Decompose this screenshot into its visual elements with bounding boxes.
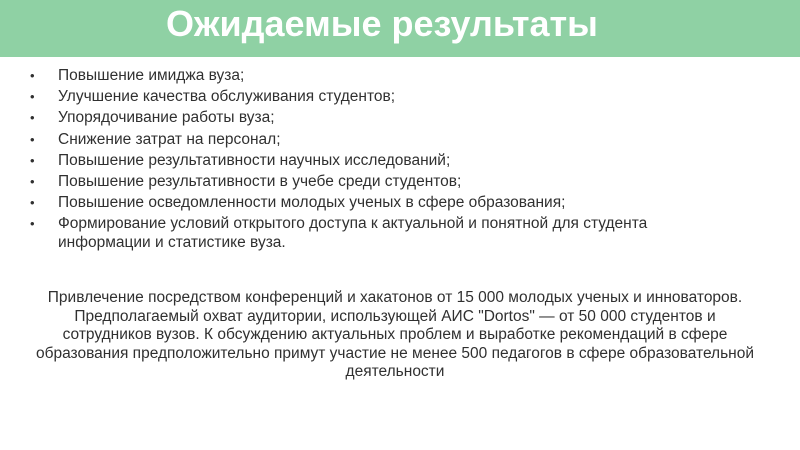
- summary-paragraph: Привлечение посредством конференций и хакатонов от 15 000 молодых ученых и инноваторов. Предполагаемый охват аудитории, использующей АИС "Dortos" — от 50 000 студентов и сотрудников вузов. К обсуждению актуальных проблем и выработке рекомендаций в сфере образования предположительно примут участие не менее 500 педагогов в сфере образовательной деятельности: [35, 289, 755, 380]
- bullet-icon: •: [30, 110, 35, 126]
- list-item: [28, 214, 728, 252]
- list-item-text: Формирование условий открытого доступа к актуальной и понятной для студента информации и статистике вуза.: [58, 215, 648, 252]
- list-item: [28, 151, 728, 170]
- list-item-text: Снижение затрат на персонал;: [58, 130, 281, 148]
- list-item: [28, 87, 728, 106]
- list-item: [28, 66, 728, 85]
- expected-results-list: [28, 66, 728, 255]
- bullet-icon: •: [30, 195, 35, 211]
- bullet-icon: •: [30, 131, 35, 147]
- bullet-icon: •: [30, 89, 35, 105]
- bullet-icon: •: [30, 152, 35, 168]
- page-title: Ожидаемые результаты: [166, 3, 598, 44]
- bullet-icon: •: [30, 173, 35, 189]
- list-item-text: Повышение осведомленности молодых ученых в сфере образования;: [58, 194, 566, 212]
- title-banner: [0, 0, 800, 57]
- list-item: [28, 108, 728, 127]
- list-item-text: Улучшение качества обслуживания студентов;: [58, 88, 396, 106]
- list-item: [28, 193, 728, 212]
- bullet-icon: •: [30, 216, 35, 232]
- list-item: [28, 172, 728, 191]
- bullet-icon: •: [30, 68, 35, 83]
- list-item-text: Упорядочивание работы вуза;: [58, 109, 275, 127]
- list-item-text: Повышение имиджа вуза;: [58, 67, 245, 84]
- list-item-text: Повышение результативности в учебе среди студентов;: [58, 172, 462, 190]
- list-item: [28, 130, 728, 149]
- list-item-text: Повышение результативности научных исследований;: [58, 151, 451, 169]
